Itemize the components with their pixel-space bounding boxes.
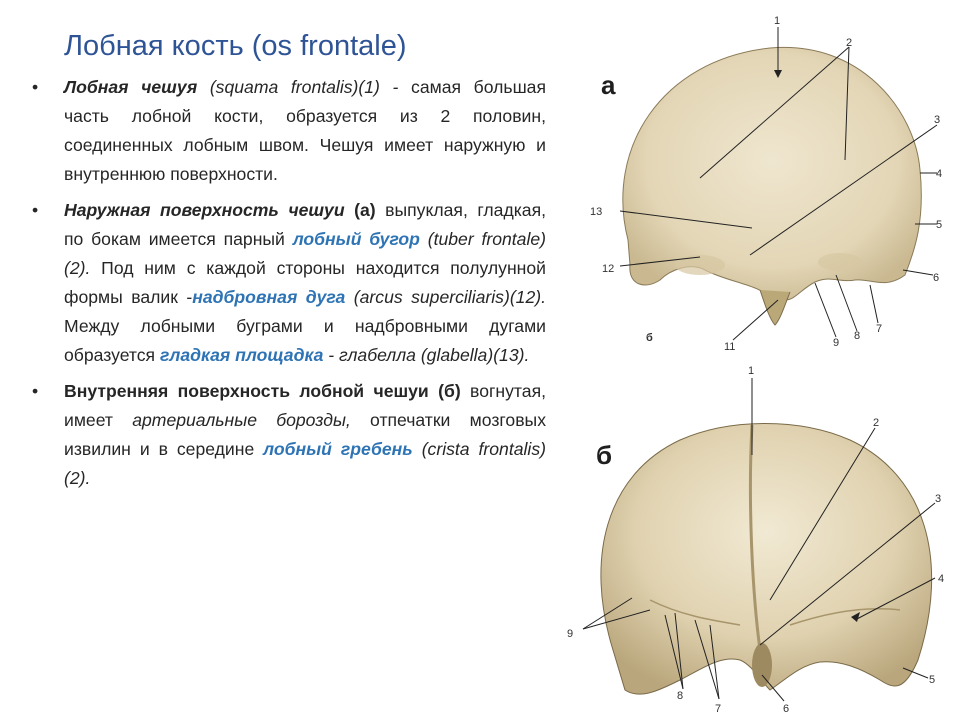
fig-b-label-2: 2 xyxy=(873,417,880,429)
term-tuber: лобный бугор xyxy=(292,229,420,249)
fig-a-sublabel: б xyxy=(646,332,653,344)
figure-a-letter: а xyxy=(601,70,616,100)
desc-inner-1: вогнутая, имеет xyxy=(64,381,546,430)
fig-b-label-9: 9 xyxy=(567,628,574,640)
term-inner-surface: Внутренняя поверхность лобной чешуи (б) xyxy=(64,381,461,401)
fig-b-label-1: 1 xyxy=(748,365,755,377)
fig-a-label-12: 12 xyxy=(602,263,615,275)
bullet-mark: • xyxy=(32,381,39,401)
fig-b-label-4: 4 xyxy=(938,573,945,585)
fig-a-label-6: 6 xyxy=(933,272,940,284)
latin-crista: (crista frontalis) (2). xyxy=(64,439,546,488)
latin-tuber: (tuber frontale) (2). xyxy=(64,229,547,278)
figure-b-bone xyxy=(601,424,932,695)
term-squama: Лобная чешуя xyxy=(64,77,198,97)
term-arterial-grooves: артериальные борозды, xyxy=(132,410,351,430)
bullet-mark: • xyxy=(32,200,39,220)
latin-arcus: (arcus superciliaris)(12). xyxy=(345,287,546,307)
label-a: (а) xyxy=(344,200,386,220)
figure-a-bone xyxy=(623,47,921,325)
fig-a-label-1: 1 xyxy=(774,15,781,27)
term-glabella: гладкая площадка xyxy=(159,345,324,365)
fig-a-label-2: 2 xyxy=(846,37,853,49)
desc-outer-1: выпуклая, гладкая, по бокам имеется парный xyxy=(64,200,546,249)
latin-glabella: - глабелла (glabella)(13). xyxy=(323,345,530,365)
fig-a-label-7: 7 xyxy=(876,323,883,335)
fig-a-label-5: 5 xyxy=(936,219,943,231)
fig-a-label-9: 9 xyxy=(833,337,840,349)
fig-b-label-8: 8 xyxy=(677,690,684,702)
fig-b-label-6: 6 xyxy=(783,703,790,715)
desc-squama: самая большая часть лобной кости, образуется из 2 половин, соединенных лобным швом. Чешуя имеет наружную и внутреннюю поверхности. xyxy=(64,77,546,184)
slide-title: Лобная кость (os frontale) xyxy=(64,30,407,62)
fig-b-label-7: 7 xyxy=(715,703,722,715)
fig-b-label-3: 3 xyxy=(935,493,942,505)
figure-b-letter: б xyxy=(596,440,613,470)
term-crista: лобный гребень xyxy=(263,439,413,459)
fig-a-label-4: 4 xyxy=(936,168,943,180)
term-arcus: надбровная дуга xyxy=(192,287,346,307)
fig-b-label-5: 5 xyxy=(929,674,936,686)
fig-a-label-13: 13 xyxy=(590,206,603,218)
desc-outer-3: Между лобными буграми и надбровными дугами образуется xyxy=(64,316,546,365)
desc-outer-2: Под ним с каждой стороны находится полулунной формы валик - xyxy=(64,258,546,307)
bullet-mark: • xyxy=(32,77,39,97)
term-outer-surface: Наружная поверхность чешуи xyxy=(64,200,345,220)
fig-a-label-3: 3 xyxy=(934,114,941,126)
fig-a-label-11: 11 xyxy=(724,341,736,353)
latin-squama: (squama frontalis)(1) - xyxy=(197,77,412,97)
fig-a-label-8: 8 xyxy=(854,330,861,342)
desc-inner-2: отпечатки мозговых извилин и в середине xyxy=(64,410,546,459)
